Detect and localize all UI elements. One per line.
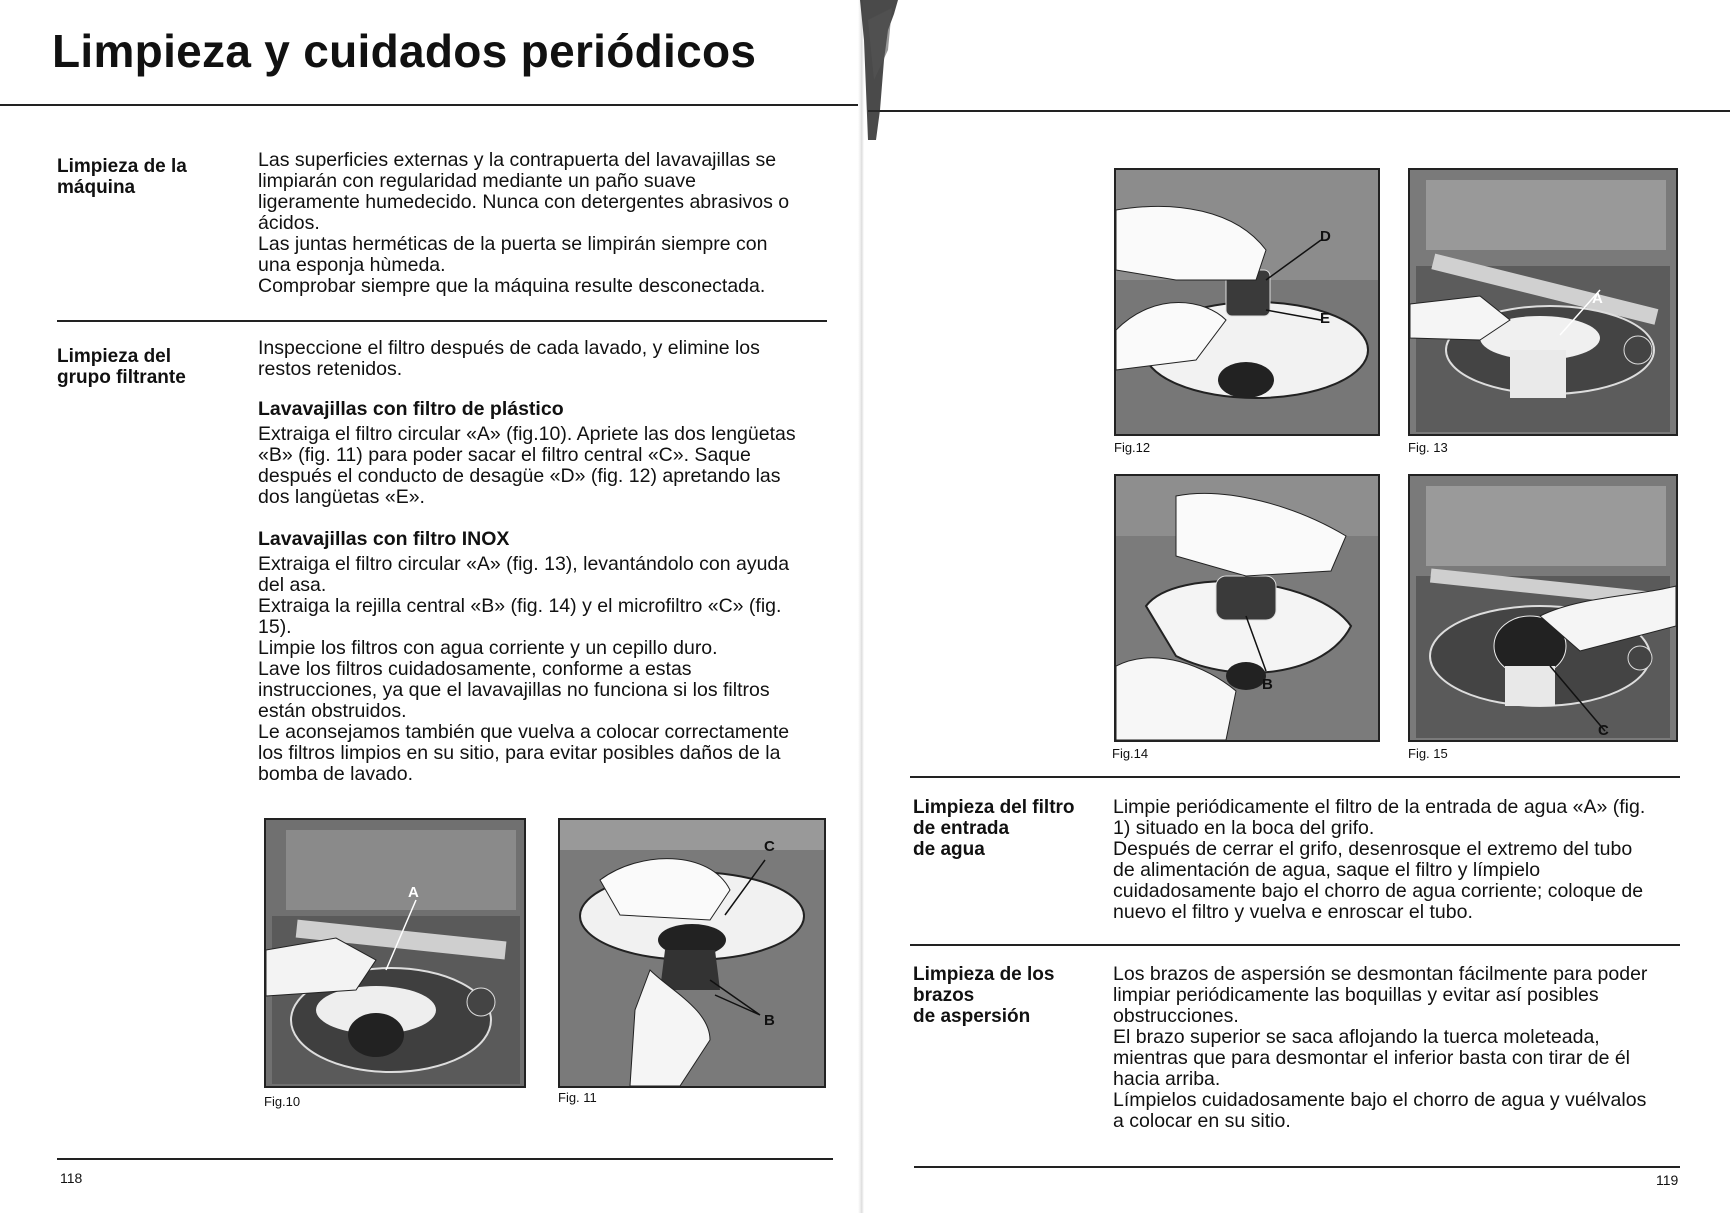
text-line: 15). xyxy=(258,616,292,638)
section-divider xyxy=(910,944,1680,946)
text-line: limpiar periódicamente las boquillas y evitar así posibles xyxy=(1113,984,1599,1006)
text-line: Comprobar siempre que la máquina resulte desconectada. xyxy=(258,275,766,297)
page-number-right: 119 xyxy=(1656,1172,1679,1188)
text-line: Límpielos cuidadosamente bajo el chorro de agua y vuélvalos xyxy=(1113,1089,1647,1111)
text-line: Extraiga el filtro circular «A» (fig. 13), levantándolo con ayuda xyxy=(258,553,790,575)
figure-12-callout-e: E xyxy=(1320,310,1331,327)
section-water-inlet-filter-label xyxy=(913,797,1113,860)
text-line: ligeramente humedecido. Nunca con detergentes abrasivos o xyxy=(258,191,790,213)
text-line: Inspeccione el filtro después de cada lavado, y elimine los xyxy=(258,337,760,359)
label-line: grupo filtrante xyxy=(57,367,186,388)
label-line: máquina xyxy=(57,177,136,198)
section-divider xyxy=(910,776,1680,778)
figure-13-illustration xyxy=(1408,168,1678,436)
text-line: ácidos. xyxy=(258,212,320,234)
section-spray-arms-label xyxy=(913,964,1113,1027)
section-divider xyxy=(57,320,827,322)
section-machine-cleaning-text xyxy=(258,150,838,297)
figure-15-caption: Fig. 15 xyxy=(1408,746,1448,761)
inox-filter-heading: Lavavajillas con filtro INOX xyxy=(258,528,510,550)
book-gutter xyxy=(858,0,864,1213)
text-line: Las juntas herméticas de la puerta se limpirán siempre con xyxy=(258,233,768,255)
text-line: después el conducto de desagüe «D» (fig. 12) apretando las xyxy=(258,465,781,487)
text-line: Extraiga la rejilla central «B» (fig. 14) y el microfiltro «C» (fig. xyxy=(258,595,782,617)
text-line: «B» (fig. 11) para poder sacar el filtro central «C». Saque xyxy=(258,444,751,466)
text-line: los filtros limpios en su sitio, para evitar posibles daños de la xyxy=(258,742,781,764)
label-line: Limpieza del xyxy=(57,346,172,367)
text-line: del asa. xyxy=(258,574,327,596)
figure-10-caption: Fig.10 xyxy=(264,1094,301,1109)
section-machine-cleaning-label xyxy=(57,156,247,198)
figure-14-caption: Fig.14 xyxy=(1112,746,1149,761)
figure-11-callout-c: C xyxy=(764,838,775,855)
text-line: Limpie los filtros con agua corriente y un cepillo duro. xyxy=(258,637,718,659)
label-line: de aspersión xyxy=(913,1006,1031,1027)
figure-12-callout-d: D xyxy=(1320,228,1331,245)
label-line: de agua xyxy=(913,839,985,860)
text-line: Lave los filtros cuidadosamente, conforme a estas xyxy=(258,658,692,680)
label-line: de entrada xyxy=(913,818,1010,839)
figure-12-illustration xyxy=(1114,168,1380,436)
figure-14-callout-b: B xyxy=(1262,676,1273,693)
figure-15-illustration xyxy=(1408,474,1678,742)
figure-11-callout-b: B xyxy=(764,1012,775,1029)
figure-13-callout-a: A xyxy=(1592,290,1603,307)
label-line: Limpieza de los xyxy=(913,964,1055,985)
text-line: de alimentación de agua, saque el filtro y límpielo xyxy=(1113,859,1541,881)
text-line: bomba de lavado. xyxy=(258,763,414,785)
gutter-binding-mark xyxy=(858,0,904,140)
text-line: Extraiga el filtro circular «A» (fig.10). Apriete las dos lengüetas xyxy=(258,423,796,445)
section-water-inlet-filter-text xyxy=(1113,797,1693,923)
text-line: Le aconsejamos también que vuelva a colocar correctamente xyxy=(258,721,790,743)
text-line: cuidadosamente bajo el chorro de agua corriente; coloque de xyxy=(1113,880,1644,902)
figure-14-illustration xyxy=(1114,474,1380,742)
text-line: dos langüetas «E». xyxy=(258,486,425,508)
figure-11-caption: Fig. 11 xyxy=(558,1090,597,1105)
plastic-filter-heading: Lavavajillas con filtro de plástico xyxy=(258,398,564,420)
text-line: El brazo superior se saca aflojando la tuerca moleteada, xyxy=(1113,1026,1600,1048)
page-number-left: 118 xyxy=(60,1170,83,1186)
text-line: mientras que para desmontar el inferior basta con tirar de él xyxy=(1113,1047,1631,1069)
figure-13-caption: Fig. 13 xyxy=(1408,440,1448,455)
section-spray-arms-text xyxy=(1113,964,1693,1132)
text-line: una esponja hùmeda. xyxy=(258,254,446,276)
figure-15-callout-c: C xyxy=(1598,722,1609,739)
text-line: obstrucciones. xyxy=(1113,1005,1239,1027)
text-line: restos retenidos. xyxy=(258,358,403,380)
footer-rule-right xyxy=(914,1166,1680,1168)
footer-rule-left xyxy=(57,1158,833,1160)
text-line: a colocar en su sitio. xyxy=(1113,1110,1291,1132)
text-line: Limpie periódicamente el filtro de la entrada de agua «A» (fig. xyxy=(1113,796,1646,818)
text-line: Los brazos de aspersión se desmontan fácilmente para poder xyxy=(1113,963,1648,985)
figure-12-caption: Fig.12 xyxy=(1114,440,1151,455)
text-line: están obstruidos. xyxy=(258,700,407,722)
text-line: Después de cerrar el grifo, desenrosque el extremo del tubo xyxy=(1113,838,1633,860)
figure-10-callout-a: A xyxy=(408,884,419,901)
label-line: Limpieza del filtro xyxy=(913,797,1075,818)
section-filter-group-label xyxy=(57,346,247,388)
page-title: Limpieza y cuidados periódicos xyxy=(52,25,757,77)
section-filter-group-text xyxy=(258,338,838,785)
figure-11-illustration xyxy=(558,818,826,1088)
figure-10-illustration xyxy=(264,818,526,1088)
text-line: hacia arriba. xyxy=(1113,1068,1221,1090)
text-line: nuevo el filtro y vuelva e enroscar el tubo. xyxy=(1113,901,1473,923)
header-rule-left xyxy=(0,104,860,106)
label-line: Limpieza de la xyxy=(57,156,187,177)
header-rule-right xyxy=(868,110,1730,112)
text-line: limpiarán con regularidad mediante un paño suave xyxy=(258,170,696,192)
label-line: brazos xyxy=(913,985,975,1006)
text-line: Las superficies externas y la contrapuerta del lavavajillas se xyxy=(258,149,777,171)
text-line: instrucciones, ya que el lavavajillas no funciona si los filtros xyxy=(258,679,770,701)
text-line: 1) situado en la boca del grifo. xyxy=(1113,817,1375,839)
